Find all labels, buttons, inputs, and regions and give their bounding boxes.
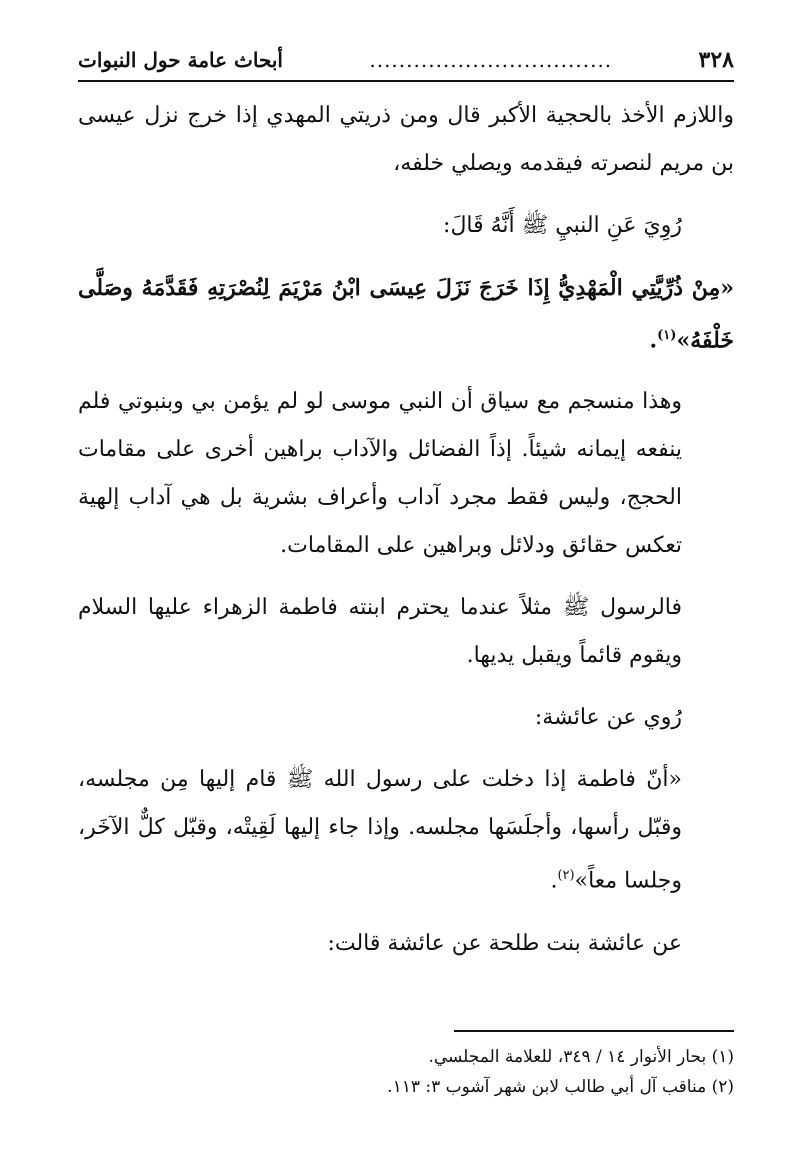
paragraph-2: وهذا منسجم مع سياق أن النبي موسى لو لم يؤمن بي وبنبوتي فلم ينفعه إيمانه شيئاً. إذاً الفضائل والآداب براهين أخرى على مقامات الحجج، وليس فقط مجرد آداب وأعراف بشرية بل هي آداب إلهية تعكس حقائق ودلائل وبراهين على المقامات.: [78, 389, 682, 559]
narration-intro-1: رُوِيَ عَنِ النبيِ ﷺ أَنَّهُ قَالَ:: [443, 213, 682, 238]
hadith-end-2: .: [550, 868, 558, 894]
hadith-quote-2: [78, 756, 734, 905]
narration-intro-2: رُوي عن عائشة:: [534, 705, 682, 731]
page-body: [78, 92, 734, 968]
paragraph-3: فالرسول ﷺ مثلاً عندما يحترم ابنته فاطمة الزهراء عليها السلام ويقوم قائماً ويقبل يديها.: [78, 595, 682, 669]
narration-intro-3: عن عائشة بنت طلحة عن عائشة قالت:: [327, 930, 682, 956]
footnote-separator: [454, 1030, 734, 1032]
footnotes: [78, 1042, 734, 1102]
running-title: أبحاث عامة حول النبوات: [78, 48, 283, 72]
footnote-ref-2: (٢): [557, 868, 575, 884]
page-number: ٣٢٨: [698, 47, 734, 73]
footnote-1: (١) بحار الأنوار ١٤ / ٣٤٩، للعلامة المجلسي.: [428, 1047, 734, 1067]
hadith-text-1: «مِنْ ذُرِّيَّتِي الْمَهْدِيُّ إِذَا خَرَجَ نَزَلَ عِيسَى ابْنُ مَرْيَمَ لِنُصْرَتِهِ فَقَدَّمَهُ وصَلَّى خَلْفَهُ»: [78, 275, 734, 354]
footnote-ref-1: (١): [657, 328, 677, 343]
paragraph-1: واللازم الأخذ بالحجية الأكبر قال ومن ذريتي المهدي إذا خرج نزل عيسى بن مريم لنصرته فيقدمه ويصلي خلفه،: [78, 103, 734, 176]
hadith-quote-1: [78, 264, 734, 364]
hadith-text-2: «أنّ فاطمة إذا دخلت على رسول الله ﷺ قام إليها مِن مجلسه، وقبّل رأسها، وأجلَسَها مجلسه. وإذا جاء إليها لَقِيتْه، وقبّل كلٌّ الآخَر، وجلسا معاً»: [78, 767, 682, 894]
footnote-2: (٢) مناقب آل أبي طالب لابن شهر آشوب ٣: ١١٣.: [387, 1077, 734, 1097]
hadith-end-1: .: [649, 327, 658, 354]
running-header: [78, 40, 734, 82]
header-dots: .................................: [369, 48, 613, 72]
